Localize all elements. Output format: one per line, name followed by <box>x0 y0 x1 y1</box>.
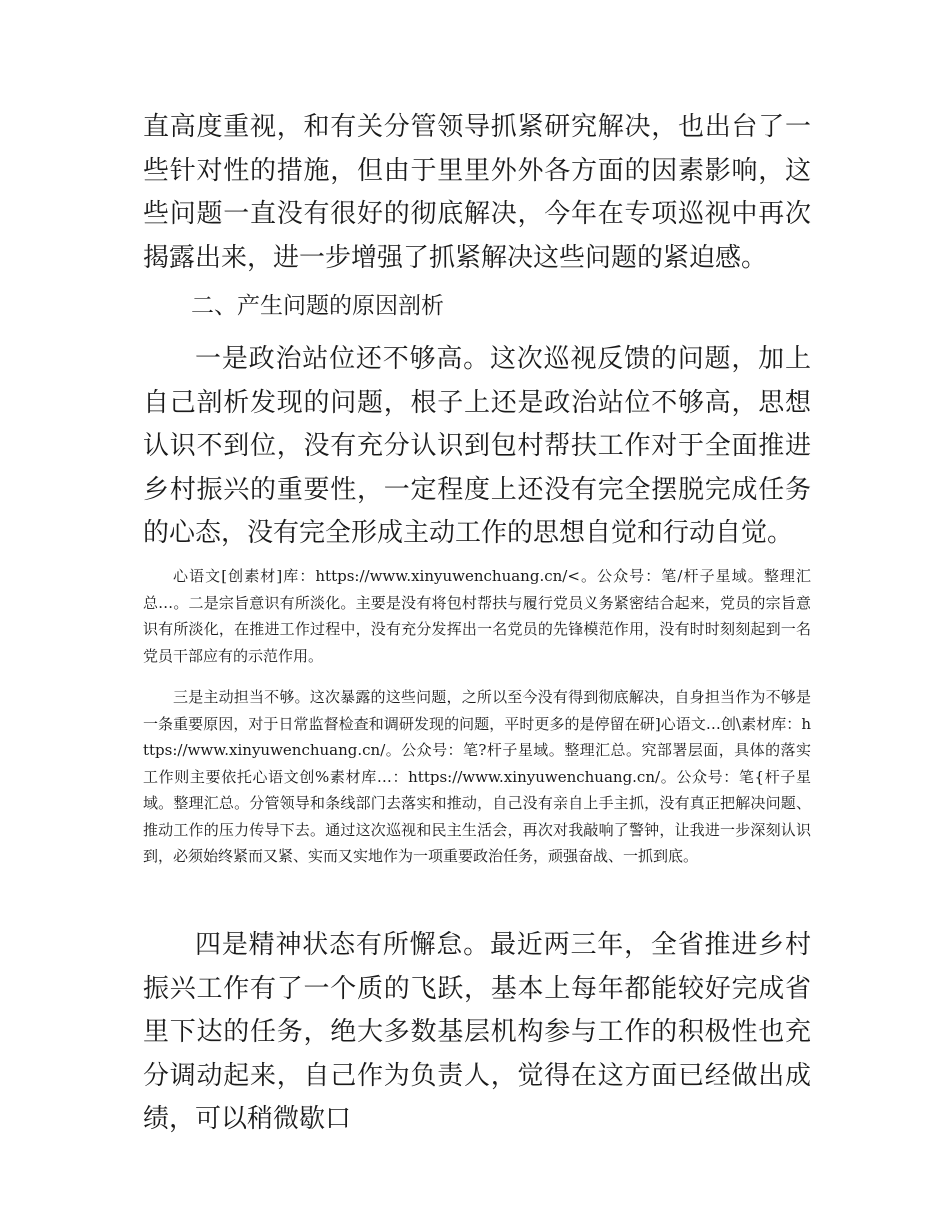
paragraph-responsibility: 三是主动担当不够。这次暴露的这些问题，之所以至今没有得到彻底解决，自身担当作为不够是一条重要原因，对于日常监督检查和调研发现的问题，平时更多的是停留在研]心语文…创\素材库：https://www.xinyuwenchuang.cn/。公众号：笔?杆子星域。整理汇总。究部署层面，具体的落实工作则主要依托心语文创%素材库…：https://www.xinyuwenchuang.cn/。公众号：笔{杆子星域。整理汇总。分管领导和条线部门去落实和推动，自己没有亲自上手主抓，没有真正把解决问题、推动工作的压力传导下去。通过这次巡视和民主生活会，再次对我敲响了警钟，让我进一步深刻认识到，必须始终紧而又紧、实而又实地作为一项重要政治任务，顽强奋战、一抓到底。 <box>143 688 811 865</box>
section-heading: 二、产生问题的原因剖析 <box>191 293 444 319</box>
paragraph-political-stance: 一是政治站位还不够高。这次巡视反馈的问题，加上自己剖析发现的问题，根子上还是政治站位不够高，思想认识不到位，没有充分认识到包村帮扶工作对于全面推进乡村振兴的重要性，一定程度上还没有完全摆脱完成任务的心态，没有完全形成主动工作的思想自觉和行动自觉。 <box>143 344 811 548</box>
paragraph-purpose-awareness: 心语文[创素材]库：https://www.xinyuwenchuang.cn/<。公众号：笔/杆子星域。整理汇总…。二是宗旨意识有所淡化。主要是没有将包村帮扶与履行党员义务紧密结合起来，党员的宗旨意识有所淡化，在推进工作过程中，没有充分发挥出一名党员的先锋模范作用，没有时时刻刻起到一名党员干部应有的示范作用。 <box>143 567 811 665</box>
paragraph-continued: 直高度重视，和有关分管领导抓紧研究解决，也出台了一些针对性的措施，但由于里里外外各方面的因素影响，这些问题一直没有很好的彻底解决，今年在专项巡视中再次揭露出来，进一步增强了抓紧解决这些问题的紧迫感。 <box>143 112 811 273</box>
paragraph-mental-state: 四是精神状态有所懈怠。最近两三年，全省推进乡村振兴工作有了一个质的飞跃，基本上每年都能较好完成省里下达的任务，绝大多数基层机构参与工作的积极性也充分调动起来，自己作为负责人，觉得在这方面已经做出成绩，可以稍微歇口 <box>143 930 811 1134</box>
